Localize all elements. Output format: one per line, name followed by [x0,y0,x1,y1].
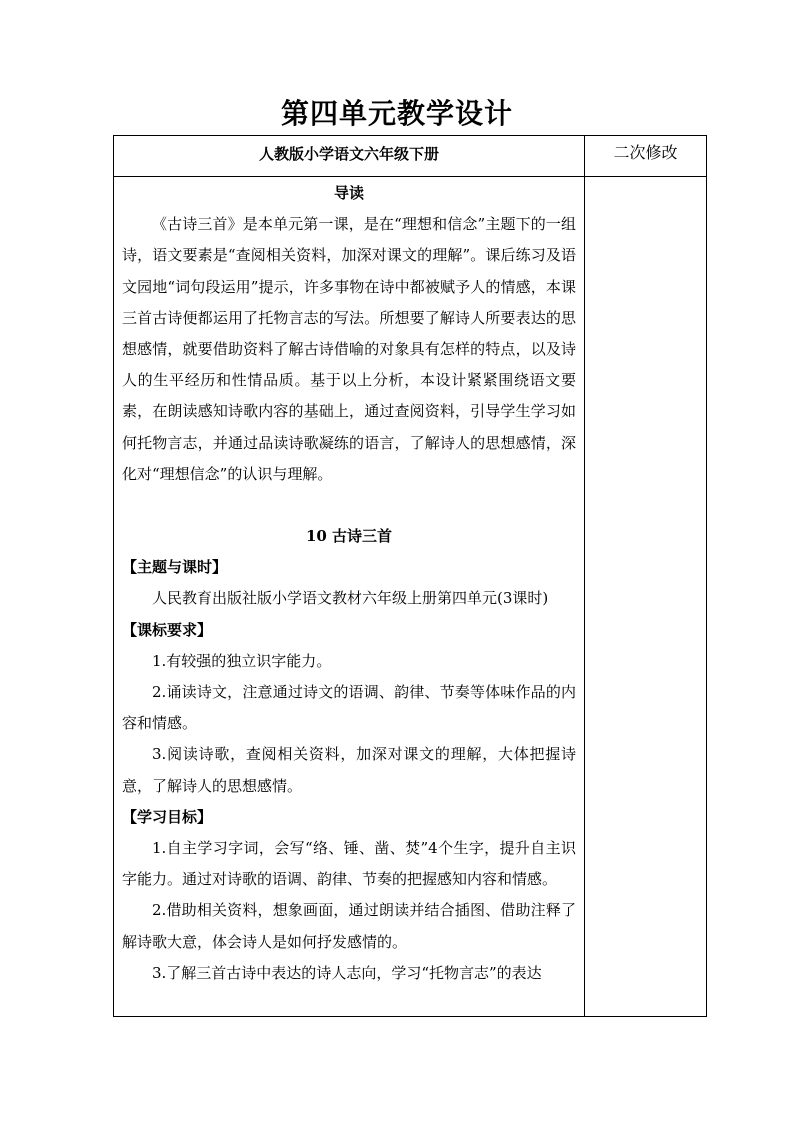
section-title-topic-hours: 【主题与课时】 [122,558,228,577]
guide-heading: 导读 [333,184,364,202]
table-body-row [114,177,707,1017]
lesson-design-table [113,135,707,1017]
section-item: 1.自主学习字词，会写“络、锤、凿、焚”4个生字，提升自主识字能力。通过对诗歌的语调、韵律、节奏的把握感知内容和情感。 [122,839,576,889]
section-title-curriculum-standards: 【课标要求】 [122,620,213,639]
content-body [114,177,584,989]
revision-column-header: 二次修改 [585,136,707,177]
section-item: 2.诵读诗文，注意通过诗文的语调、韵律、节奏等体味作品的内容和情感。 [122,683,576,733]
section-title-learning-objectives: 【学习目标】 [122,807,213,826]
section-item: 3.阅读诗歌，查阅相关资料，加深对课文的理解，大体把握诗意，了解诗人的思想感情。 [122,745,576,795]
revision-notes-cell [585,177,707,1017]
content-cell [114,177,585,1017]
document-title: 第四单元教学设计 [280,97,513,130]
table-header-row [114,136,707,177]
guide-paragraph: 《古诗三首》是本单元第一课，是在“理想和信念”主题下的一组诗，语文要素是“查阅相关资料，加深对课文的理解”。课后练习及语文园地“词句段运用”提示，许多事物在诗中都被赋予人的情感，本课三首古诗便都运用了托物言志的写法。所想要了解诗人所要表达的思想感情，就要借助资料了解古诗借喻的对象具有怎样的特点，以及诗人的生平经历和性情品质。基于以上分析，本设计紧紧围绕语文要素，在朗读感知诗歌内容的基础上，通过查阅资料，引导学生学习如何托物言志，并通过品读诗歌凝练的语言，了解诗人的思想感情，深化对“理想信念”的认识与理解。 [122,215,576,483]
textbook-edition-header: 人教版小学语文六年级下册 [114,136,585,177]
section-item: 1.有较强的独立识字能力。 [152,651,332,670]
lesson-heading: 10 古诗三首 [305,527,393,546]
section-item: 人民教育出版社版小学语文教材六年级上册第四单元(3课时) [152,589,549,608]
section-item: 2.借助相关资料，想象画面，通过朗读并结合插图、借助注释了解诗歌大意，体会诗人是如何抒发感情的。 [122,901,576,951]
section-item: 3.了解三首古诗中表达的诗人志向，学习“托物言志”的表达 [152,963,542,982]
blank-line [122,490,576,521]
